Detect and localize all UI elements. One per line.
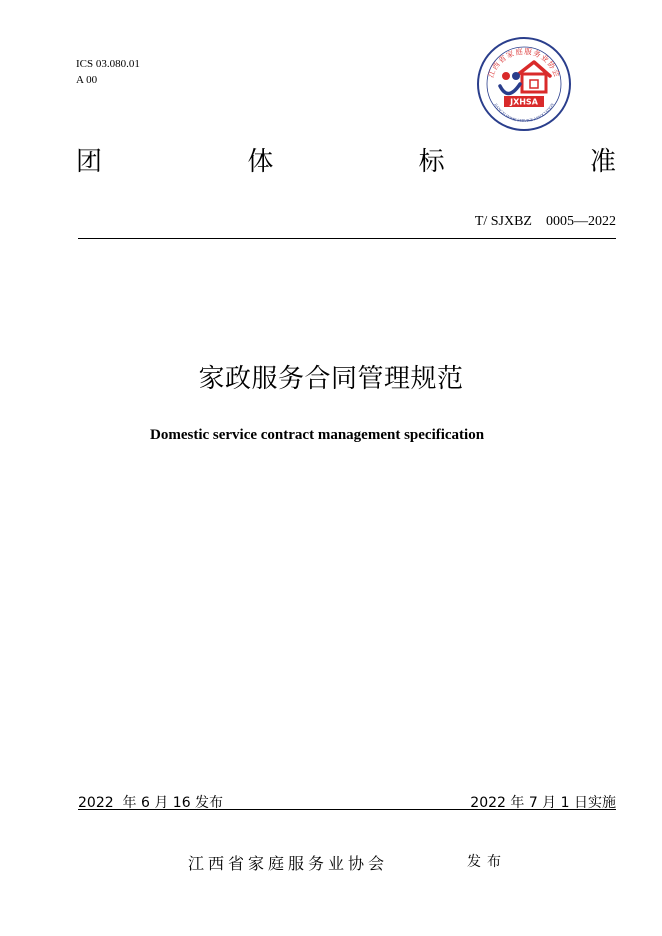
logo-abbr: JXHSA (510, 97, 538, 107)
classification-codes (76, 56, 140, 88)
header-rule (78, 238, 616, 239)
title-chinese: 家政服务合同管理规范 (198, 364, 464, 394)
title-english: Domestic service contract management specification (150, 427, 485, 443)
ccs-code: A 00 (76, 74, 98, 86)
standard-number: T/ SJXBZ 0005—2022 (474, 214, 616, 229)
publish-label: 发布 (467, 854, 507, 870)
date-rule (78, 809, 616, 810)
logo-en-text: JIANGXI HOME SERVICE ASSOCIATION (493, 102, 555, 124)
standard-type-char: 体 (247, 147, 274, 177)
implementation-date: 2022 年 7 月 1 日实施 (470, 795, 616, 811)
standard-type-char: 准 (589, 147, 616, 177)
issue-date: 2022 年 6 月 16 发布 (78, 795, 224, 811)
logo-arc-text: 江西省家庭服务业协会 (486, 46, 562, 80)
ics-code: ICS 03.080.01 (76, 58, 140, 70)
association-logo (476, 36, 572, 132)
publisher-organization: 江西省家庭服务业协会 (188, 854, 389, 873)
standard-type (76, 146, 616, 178)
standard-type-char: 标 (418, 147, 445, 177)
standard-type-char: 团 (76, 147, 103, 177)
